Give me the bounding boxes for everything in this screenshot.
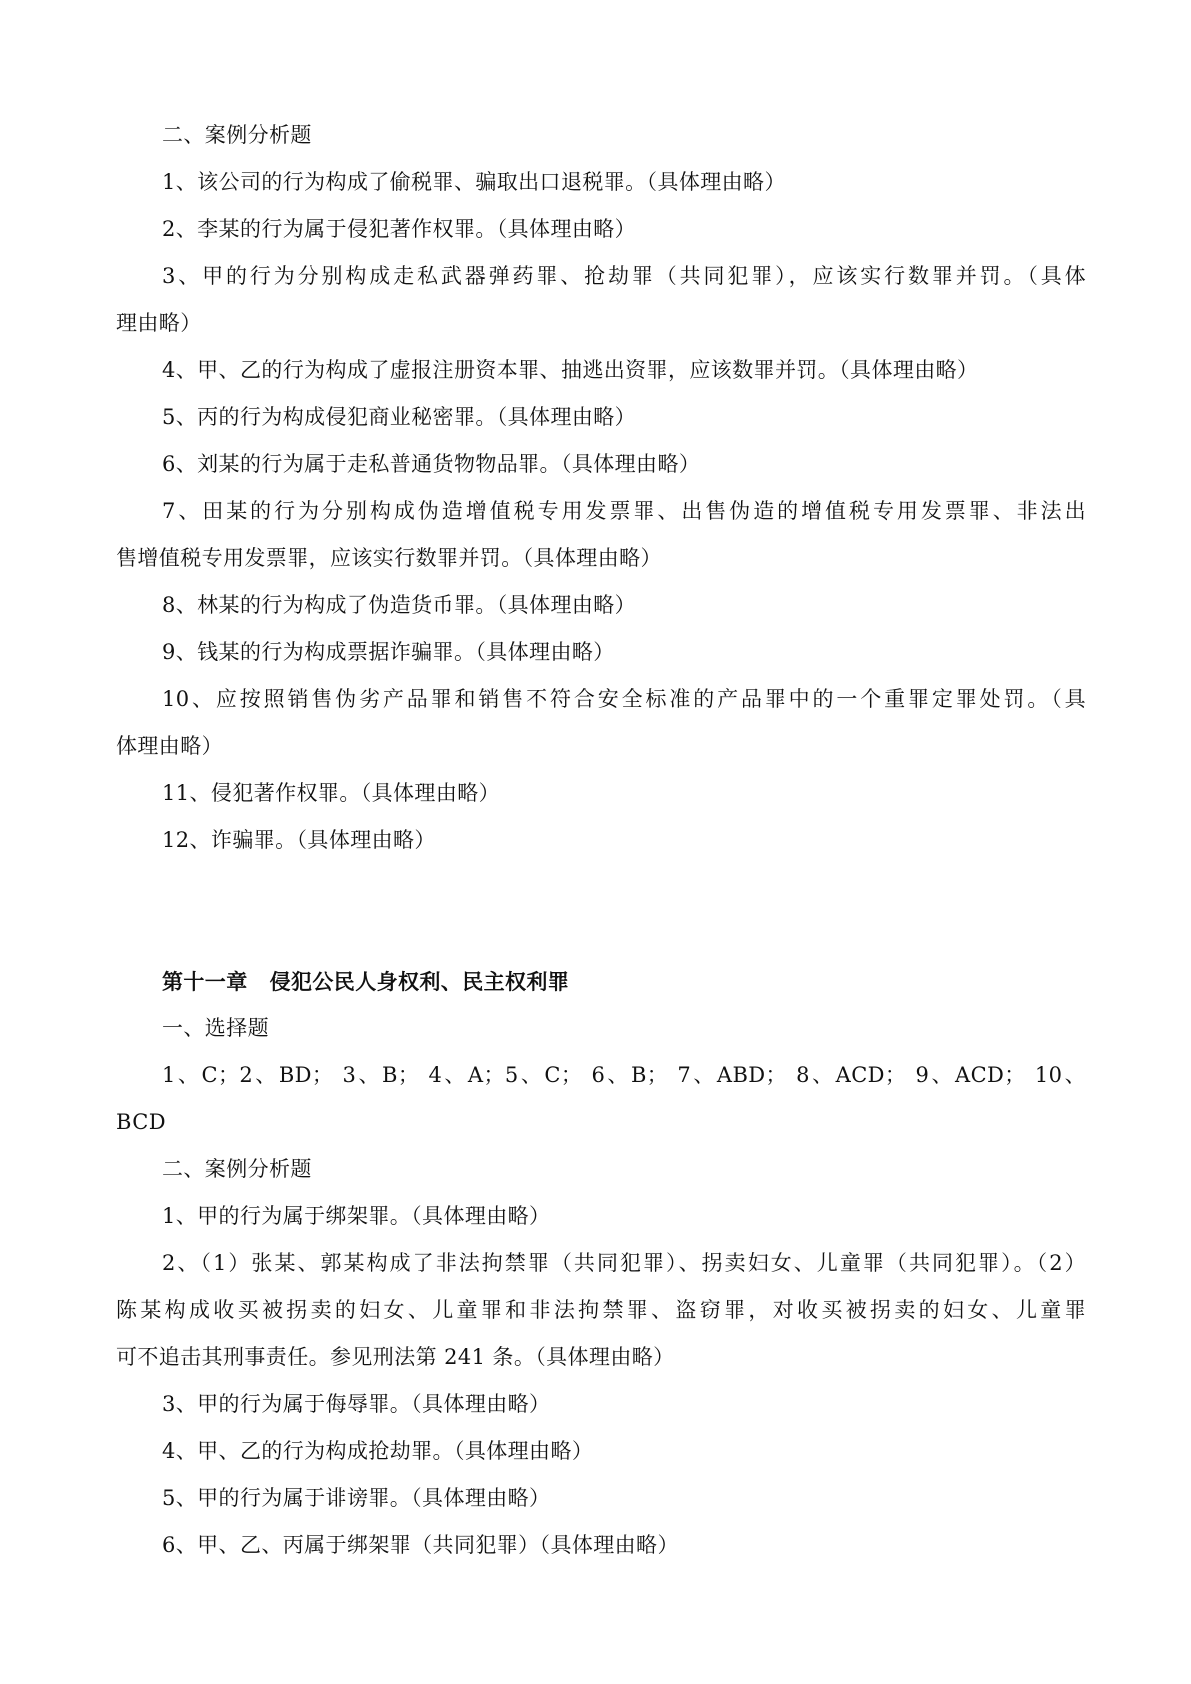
answer-line: 9、钱某的行为构成票据诈骗罪。（具体理由略） bbox=[162, 640, 615, 664]
section-heading-case-analysis: 二、案例分析题 bbox=[162, 123, 312, 147]
answer-line: 12、诈骗罪。（具体理由略） bbox=[162, 828, 436, 852]
answer-line: 3、甲的行为分别构成走私武器弹药罪、抢劫罪（共同犯罪），应该实行数罪并罚。（具体 bbox=[162, 264, 1086, 288]
chapter-number: 第十一章 bbox=[162, 969, 248, 994]
answer-line: 10、应按照销售伪劣产品罪和销售不符合安全标准的产品罪中的一个重罪定罪处罚。（具 bbox=[162, 687, 1086, 711]
choice-answers-continuation: BCD bbox=[116, 1110, 166, 1134]
answer-line-continuation: 陈某构成收买被拐卖的妇女、儿童罪和非法拘禁罪、盗窃罪，对收买被拐卖的妇女、儿童罪 bbox=[116, 1298, 1086, 1322]
choice-answers: 1、C；2、BD； 3、B； 4、A；5、C； 6、B； 7、ABD； 8、ACD； 9、ACD； 10、 bbox=[162, 1063, 1086, 1087]
answer-line-continuation: 理由略） bbox=[116, 311, 202, 335]
answer-line: 11、侵犯著作权罪。（具体理由略） bbox=[162, 781, 501, 805]
section-heading-choice: 一、选择题 bbox=[162, 1016, 269, 1040]
chapter-name: 侵犯公民人身权利、民主权利罪 bbox=[269, 969, 570, 994]
answer-line-continuation: 体理由略） bbox=[116, 734, 223, 758]
answer-line: 4、甲、乙的行为构成了虚报注册资本罪、抽逃出资罪，应该数罪并罚。（具体理由略） bbox=[162, 358, 979, 382]
answer-line: 1、该公司的行为构成了偷税罪、骗取出口退税罪。（具体理由略） bbox=[162, 170, 786, 194]
document-page bbox=[116, 112, 1086, 1569]
answer-line: 2、李某的行为属于侵犯著作权罪。（具体理由略） bbox=[162, 217, 637, 241]
answer-line: 6、甲、乙、丙属于绑架罪（共同犯罪）（具体理由略） bbox=[162, 1533, 679, 1557]
answer-line-continuation: 售增值税专用发票罪，应该实行数罪并罚。（具体理由略） bbox=[116, 546, 662, 570]
answer-line-continuation: 可不追击其刑事责任。参见刑法第 241 条。（具体理由略） bbox=[116, 1345, 675, 1369]
answer-line: 3、甲的行为属于侮辱罪。（具体理由略） bbox=[162, 1392, 551, 1416]
answer-line: 5、丙的行为构成侵犯商业秘密罪。（具体理由略） bbox=[162, 405, 637, 429]
answer-line: 2、（1）张某、郭某构成了非法拘禁罪（共同犯罪）、拐卖妇女、儿童罪（共同犯罪）。（2） bbox=[162, 1251, 1086, 1275]
answer-line: 8、林某的行为构成了伪造货币罪。（具体理由略） bbox=[162, 593, 637, 617]
section-spacer bbox=[116, 864, 1086, 958]
answer-line: 4、甲、乙的行为构成抢劫罪。（具体理由略） bbox=[162, 1439, 594, 1463]
answer-line: 7、田某的行为分别构成伪造增值税专用发票罪、出售伪造的增值税专用发票罪、非法出 bbox=[162, 499, 1086, 523]
section-heading-case-analysis: 二、案例分析题 bbox=[162, 1157, 312, 1181]
answer-line: 5、甲的行为属于诽谤罪。（具体理由略） bbox=[162, 1486, 551, 1510]
chapter-title bbox=[116, 958, 1086, 1005]
answer-line: 6、刘某的行为属于走私普通货物物品罪。（具体理由略） bbox=[162, 452, 701, 476]
answer-line: 1、甲的行为属于绑架罪。（具体理由略） bbox=[162, 1204, 551, 1228]
